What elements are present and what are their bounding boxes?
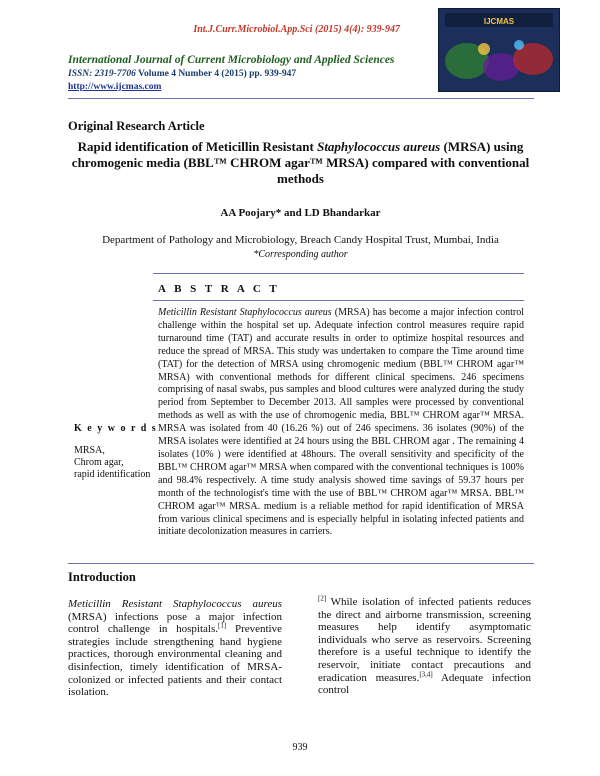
intro-species: Meticillin Resistant Staphylococcus aureus bbox=[68, 598, 282, 610]
running-head: Int.J.Curr.Microbiol.App.Sci (2015) 4(4): 939-947 bbox=[193, 24, 400, 35]
header-divider bbox=[68, 98, 534, 99]
keyword-item: MRSA, bbox=[74, 445, 105, 456]
abstract-heading-divider bbox=[153, 300, 524, 301]
authors: AA Poojary* and LD Bhandarkar bbox=[220, 207, 381, 219]
article-type: Original Research Article bbox=[68, 119, 205, 133]
intro-left-column bbox=[68, 598, 282, 699]
affiliation: Department of Pathology and Microbiology, Breach Candy Hospital Trust, Mumbai, India bbox=[102, 234, 499, 246]
keywords-heading: K e y w o r d s bbox=[74, 423, 158, 434]
journal-url-link[interactable]: http://www.ijcmas.com bbox=[68, 82, 162, 92]
citation-ref[interactable]: [3,4] bbox=[419, 669, 433, 678]
abstract-species: Meticillin Resistant Staphylococcus aureus bbox=[158, 307, 332, 318]
journal-name: International Journal of Current Microbiology and Applied Sciences bbox=[68, 54, 395, 66]
citation-ref[interactable]: [1] bbox=[218, 621, 227, 630]
intro-right-text-1: While isolation of infected patients reduces the direct and airborne transmission, screening measures help identify asymptomatic individuals who serve as reservoirs. Screening therefore is a useful technique to identify the reservoir, initiate contact precautions and eradication measures. bbox=[318, 596, 531, 684]
volume-info: Volume 4 Number 4 (2015) pp. 939-947 bbox=[135, 69, 297, 79]
abstract-text: (MRSA) has become a major infection control challenge within the hospital set up. Adequate infection control measures require rapid turnaround time (TAT) and accurate results in order to optimize hospital resources and reduce the spread of MRSA. This study was undertaken to compare the Time around time (TAT) for the detection of MRSA using chromogenic medium (BBL™ CHROM agar™ MRSA) with conventional methods for different clinical specimens. 246 specimens comprising of nasal swabs, pus samples and blood cultures were analyzed during the study period from September to December 2013. All samples were processed by conventional methods as well as with the use of chromogenic media, BBL™ CHROM agar™ MRSA. MRSA was isolated from 40 (16.26 %) out of 246 specimens. 36 isolates (90%) of the MRSA isolates were identified at 24 hours using the BBL CHROM agar . The remaining 4 isolates (10% ) were identified at 48hours. The overall sensitivity and specificity of the BBL™ CHROM agar™ MRSA when compared with the conventional techniques is 100% and 98.4% respectively. A time study analysis showed time savings of 59.37 hours per month of the technologist's time with the use of BBL™ CHROM agar™ MRSA. BBL™ CHROM agar™ MRSA. medium is a reliable method for rapid identification of MRSA from various clinical specimens and is especially helpful in isolating infected patients and initiate decolonization measures in carriers. bbox=[158, 307, 524, 538]
intro-left-text-2: Preventive strategies include strengthening hand hygiene practices, thorough environmental cleaning and disinfection, timely identification of MRSA-colonized or infected patients and their contact isolation. bbox=[68, 623, 282, 699]
intro-left-text-1: (MRSA) infections pose a major infection control challenge in hospitals. bbox=[68, 610, 282, 636]
corresponding-author-note: *Corresponding author bbox=[253, 249, 348, 260]
abstract-body bbox=[158, 307, 524, 539]
intro-right-text-2: Adequate infection control bbox=[318, 671, 531, 697]
title-part-1: Rapid identification of Meticillin Resistant bbox=[77, 139, 318, 154]
abstract-heading: A B S T R A C T bbox=[158, 283, 280, 295]
introduction-heading: Introduction bbox=[68, 570, 136, 584]
title-species: Staphylococcus aureus bbox=[317, 139, 441, 154]
keyword-item: Chrom agar, bbox=[74, 457, 124, 468]
journal-cover-image bbox=[438, 8, 560, 92]
title-part-2: (MRSA) using chromogenic media (BBL™ CHROM agar™ MRSA) compared with conventional methods bbox=[71, 139, 530, 186]
issn-line bbox=[68, 69, 296, 79]
cover-title: IJCMAS bbox=[483, 17, 515, 26]
intro-paragraph bbox=[318, 596, 531, 697]
page-number: 939 bbox=[292, 742, 308, 753]
issn-label: ISSN: 2319-7706 bbox=[68, 69, 136, 79]
intro-right-column bbox=[318, 596, 531, 697]
keywords-list bbox=[74, 445, 154, 481]
article-title bbox=[68, 139, 533, 187]
citation-ref[interactable]: [2] bbox=[318, 594, 327, 603]
intro-paragraph bbox=[68, 598, 282, 699]
keyword-item: rapid identification bbox=[74, 469, 151, 480]
abstract-top-divider bbox=[153, 273, 524, 274]
abstract-bottom-divider bbox=[68, 563, 534, 564]
